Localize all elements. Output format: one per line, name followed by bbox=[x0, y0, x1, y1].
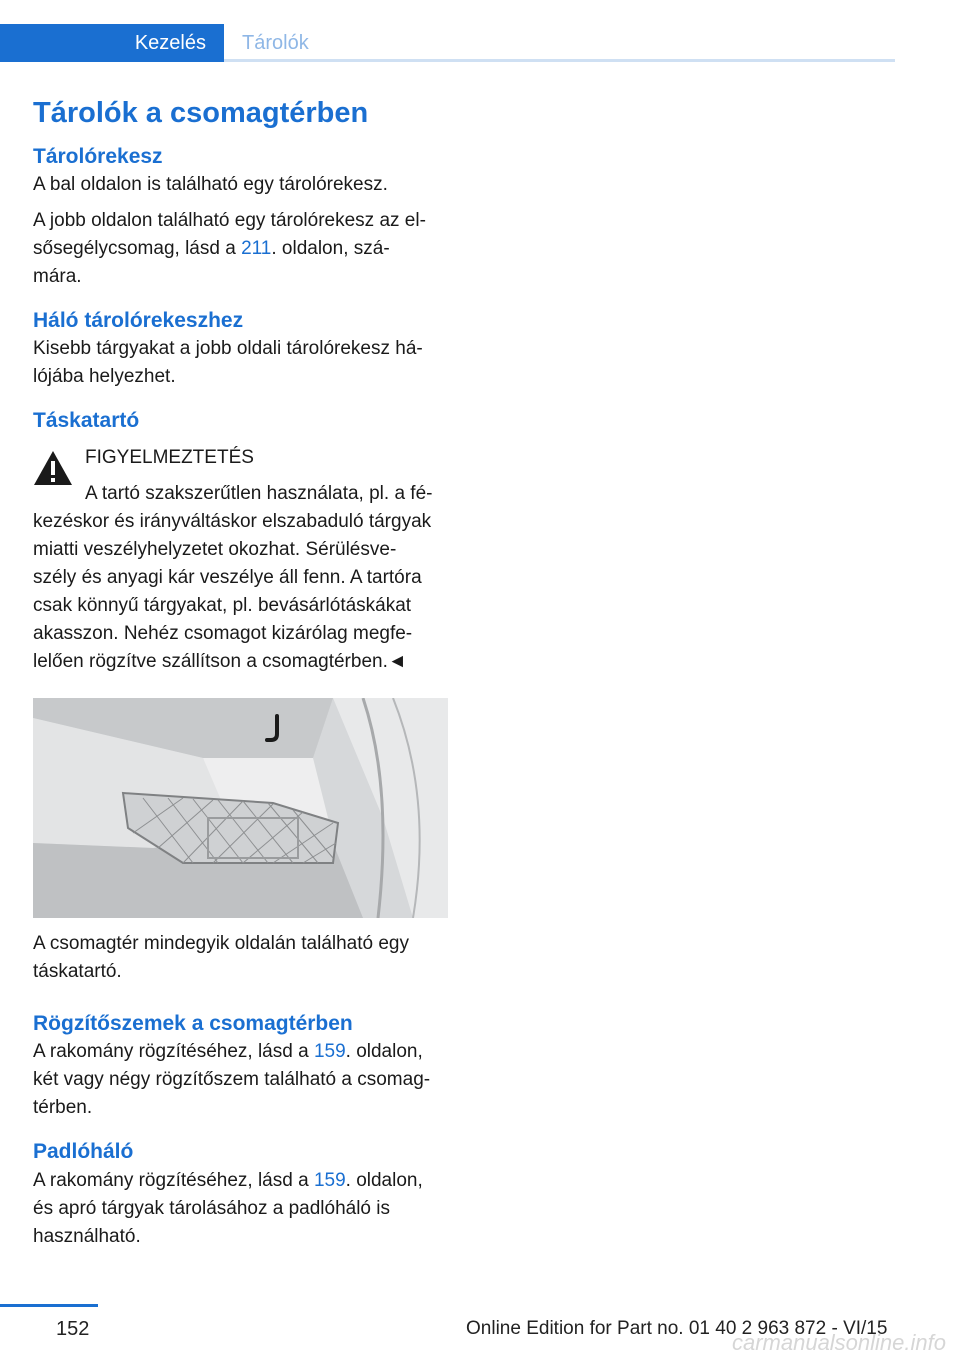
page-link-159[interactable]: 159 bbox=[313, 1169, 346, 1191]
text-line: . oldalon, bbox=[345, 1041, 423, 1063]
paragraph bbox=[33, 1038, 448, 1122]
content-column bbox=[33, 96, 448, 1251]
text-line: szély és anyagi kár veszélye áll fenn. A tartóra bbox=[33, 566, 422, 588]
text-line: akasszon. Nehéz csomagot kizárólag megfe- bbox=[33, 622, 413, 644]
text-line: két vagy négy rögzítőszem található a csomag- bbox=[33, 1069, 431, 1091]
text-line: kezéskor és irányváltáskor elszabaduló tárgyak bbox=[33, 510, 432, 532]
text-line: csak könnyű tárgyakat, pl. bevásárlótáskákat bbox=[33, 594, 412, 616]
section-heading-tarolorekesz: Tárolórekesz bbox=[33, 144, 163, 168]
page-number-rule bbox=[0, 1304, 98, 1307]
page-link-159[interactable]: 159 bbox=[313, 1041, 346, 1063]
text-line: . oldalon, szá- bbox=[271, 238, 390, 260]
warning-title: FIGYELMEZTETÉS bbox=[85, 446, 254, 468]
page-link-211[interactable]: 211 bbox=[241, 238, 272, 260]
text-line: mára. bbox=[33, 266, 82, 288]
page-title: Tárolók a csomagtérben bbox=[33, 97, 369, 129]
text-line: használható. bbox=[33, 1225, 141, 1247]
text-line: A rakomány rögzítéséhez, lásd a bbox=[33, 1169, 314, 1191]
text-line: A csomagtér mindegyik oldalán található egy bbox=[33, 932, 410, 954]
section-heading-taskatarto: Táskatartó bbox=[33, 409, 140, 433]
tab-tarolok-label: Tárolók bbox=[242, 31, 309, 54]
text-line: . oldalon, bbox=[345, 1169, 423, 1191]
section-heading-halo: Háló tárolórekeszhez bbox=[33, 309, 244, 333]
paragraph bbox=[33, 335, 448, 391]
text-line: A jobb oldalon található egy tárolórekesz az el- bbox=[33, 210, 426, 232]
section-heading-rogzitoszemek: Rögzítőszemek a csomagtérben bbox=[33, 1011, 353, 1035]
tab-underline bbox=[224, 59, 895, 62]
edition-footer: Online Edition for Part no. 01 40 2 963 872 - VI/15 bbox=[466, 1318, 888, 1339]
tab-kezeles-label: Kezelés bbox=[134, 31, 206, 54]
chapter-tabs bbox=[0, 24, 895, 62]
text-line: táskatartó. bbox=[33, 960, 122, 982]
page-number: 152 bbox=[56, 1318, 90, 1340]
trunk-bag-holder-illustration bbox=[33, 698, 448, 918]
text-line: miatti veszélyhelyzetet okozhat. Sérülésve- bbox=[33, 538, 397, 560]
section-heading-padlohalo: Padlóháló bbox=[33, 1140, 134, 1164]
warning-text bbox=[33, 480, 448, 676]
paragraph bbox=[33, 207, 448, 291]
paragraph: A bal oldalon is található egy tárolórekesz. bbox=[33, 174, 388, 196]
text-line: A tartó szakszerűtlen használata, pl. a fé- bbox=[85, 482, 433, 504]
text-line: és apró tárgyak tárolásához a padlóháló is bbox=[33, 1197, 391, 1219]
warning-triangle-icon bbox=[33, 450, 73, 486]
tab-tarolok[interactable] bbox=[242, 24, 309, 62]
tab-kezeles[interactable] bbox=[0, 24, 224, 62]
text-line: Kisebb tárgyakat a jobb oldali tárolórekesz há- bbox=[33, 338, 423, 360]
text-line: lójába helyezhet. bbox=[33, 366, 176, 388]
text-line: sősegélycsomag, lásd a bbox=[33, 238, 242, 260]
text-line: térben. bbox=[33, 1097, 93, 1119]
image-caption bbox=[33, 930, 448, 986]
warning-block bbox=[33, 444, 448, 676]
text-line: A rakomány rögzítéséhez, lásd a bbox=[33, 1041, 314, 1063]
paragraph bbox=[33, 1167, 448, 1251]
watermark: carmanualsonline.info bbox=[731, 1330, 946, 1355]
text-line: lelően rögzítve szállítson a csomagtérben.◄ bbox=[33, 650, 407, 672]
